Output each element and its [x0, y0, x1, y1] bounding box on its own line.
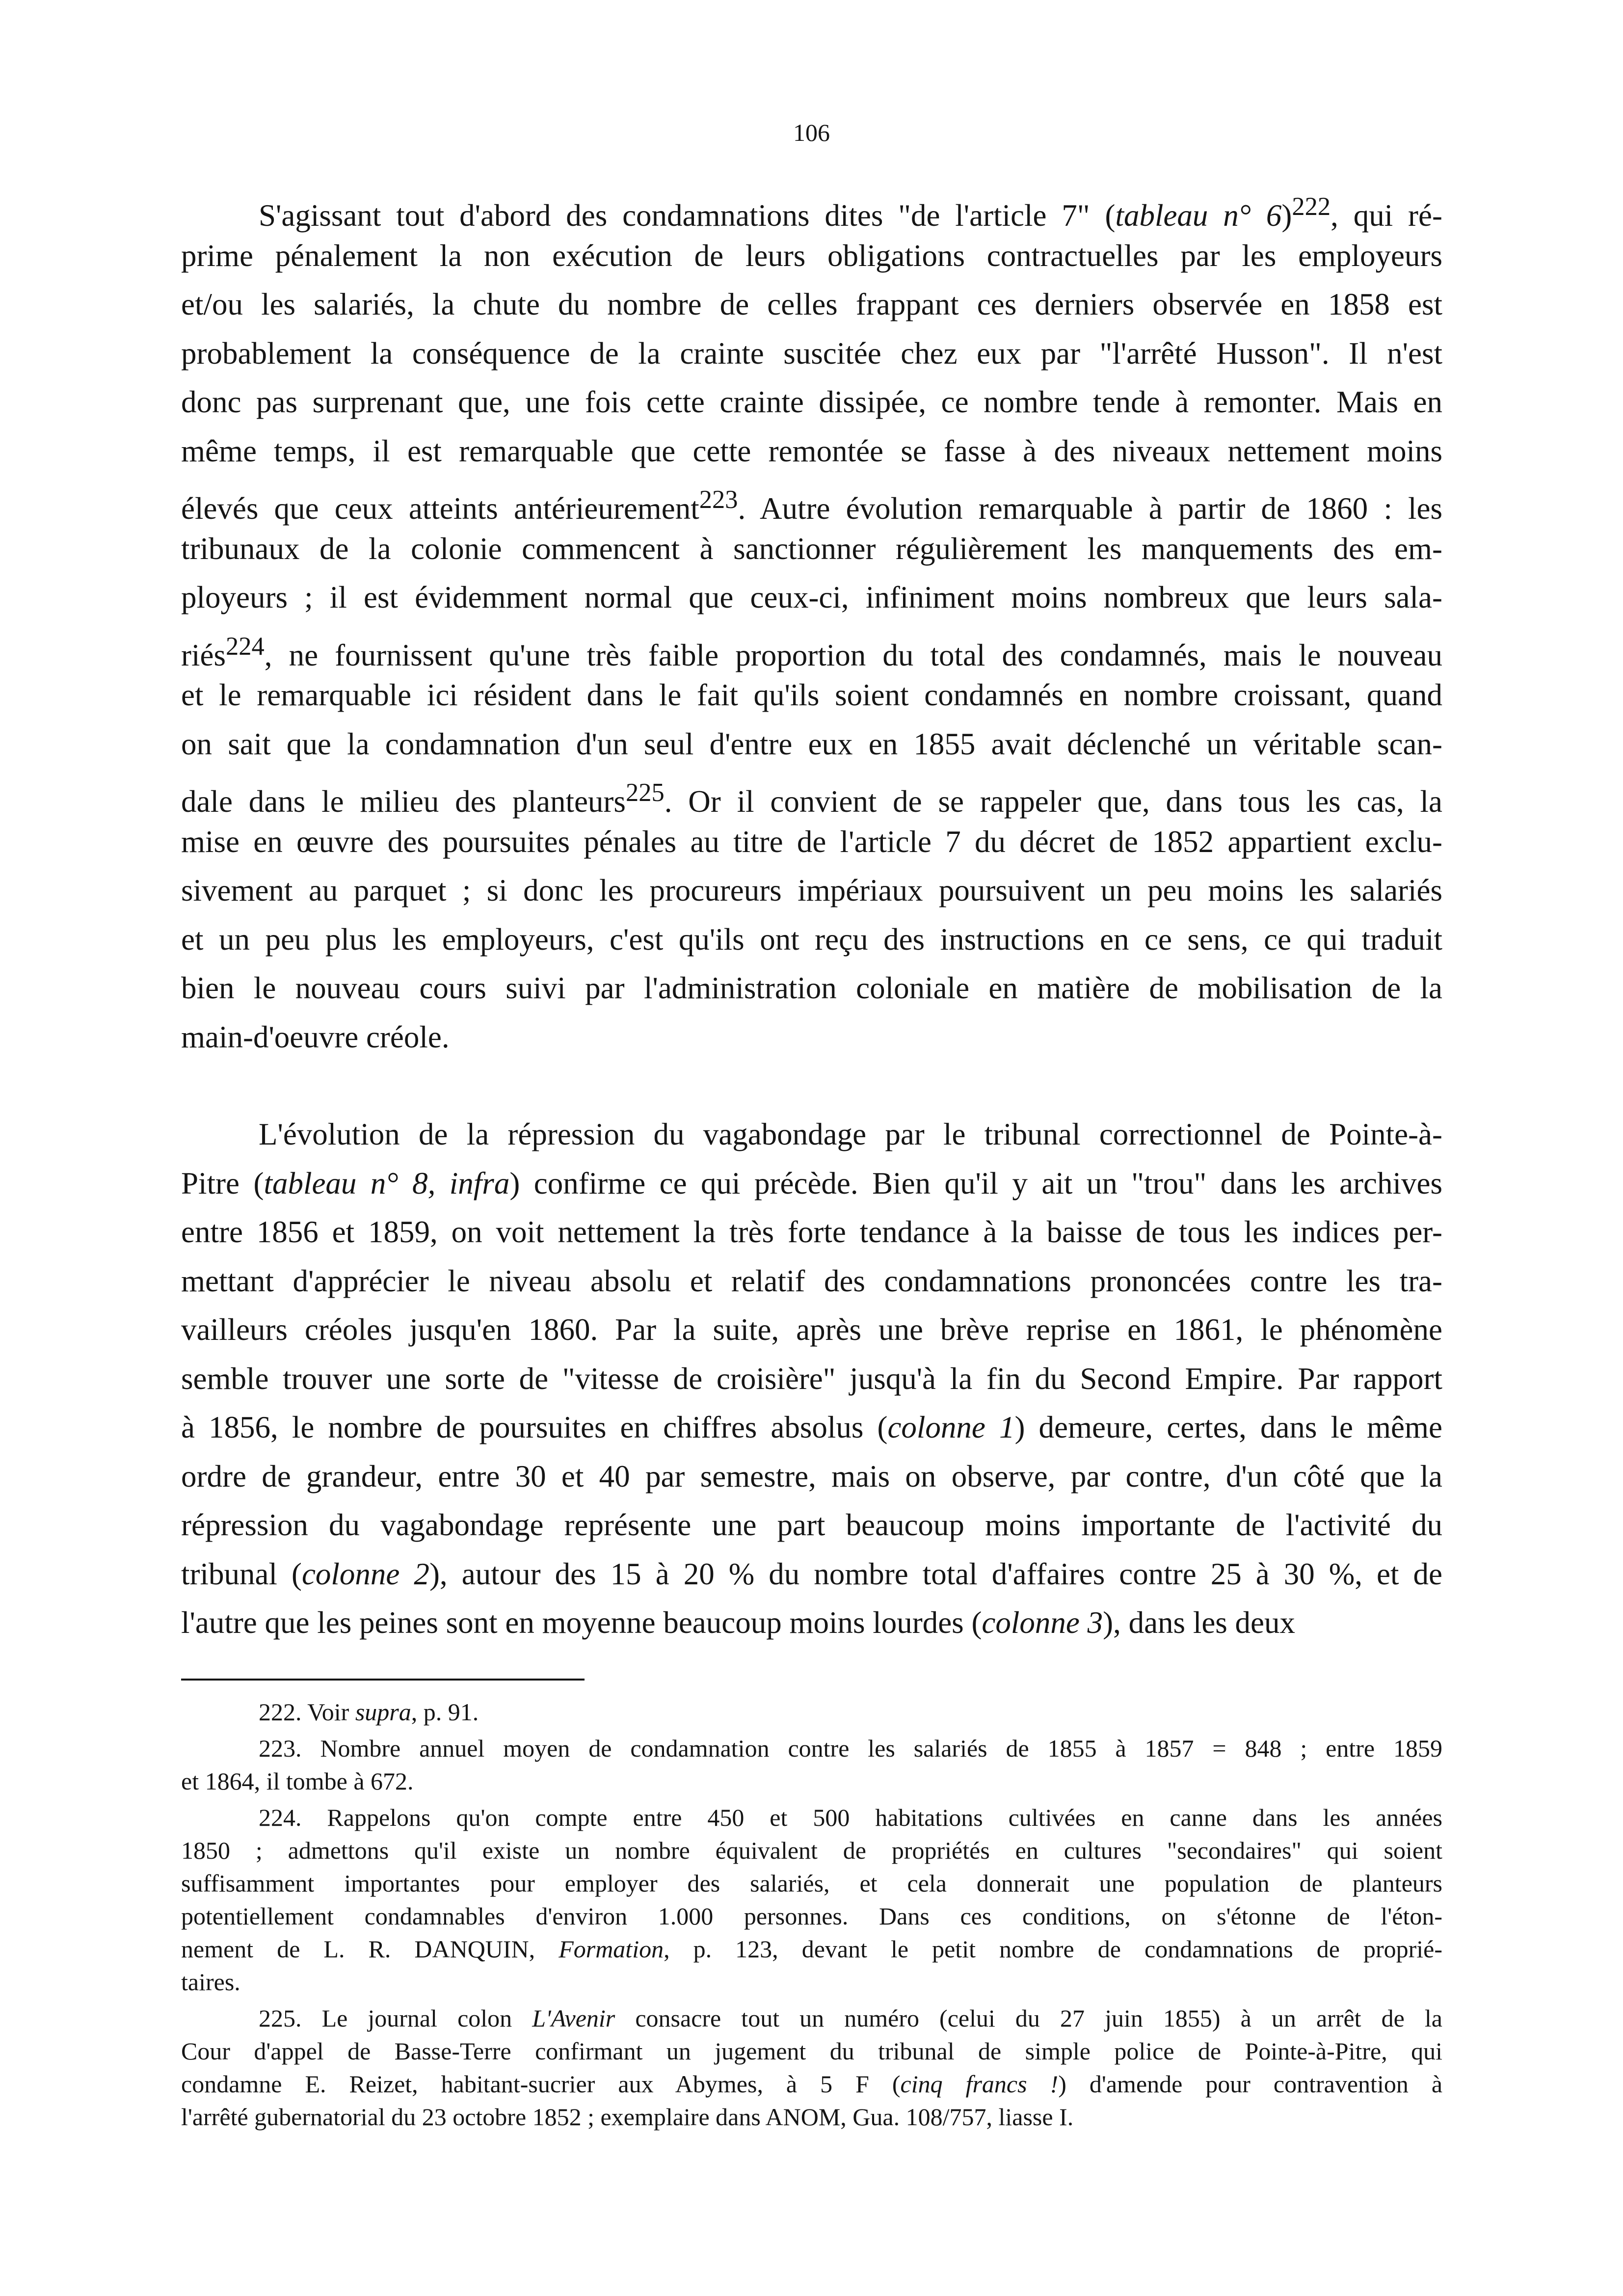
paragraph-line: riés$^{224}$, ne fournissent qu'une très faible proportion du total des condamnés, mais le nouveau — [181, 632, 1442, 672]
paragraph-line: bien le nouveau cours suivi par l'administration coloniale en matière de mobilisation de la — [181, 971, 1442, 1005]
paragraph-line: donc pas surprenant que, une fois cette crainte dissipée, ce nombre tende à remonter. Mais en — [181, 385, 1442, 419]
footnote-line: 225. Le journal colon L'Avenir consacre tout un numéro (celui du 27 juin 1855) à un arrêt de la — [259, 2004, 1442, 2032]
paragraph-line: ployeurs ; il est évidemment normal que ceux-ci, infiniment moins nombreux que leurs sala- — [181, 580, 1442, 614]
footnote-line: 224. Rappelons qu'on compte entre 450 et 500 habitations cultivées en canne dans les années — [259, 1804, 1442, 1831]
paragraph-line: même temps, il est remarquable que cette remontée se fasse à des niveaux nettement moins — [181, 433, 1442, 468]
paragraph-line: ordre de grandeur, entre 30 et 40 par semestre, mais on observe, par contre, d'un côté que la — [181, 1459, 1442, 1494]
footnote — [181, 2002, 1442, 2134]
footnote-line: potentiellement condamnables d'environ 1.000 personnes. Dans ces conditions, on s'étonne de l'éton- — [181, 1902, 1442, 1930]
paragraph-line: élevés que ceux atteints antérieurement$^{223}$. Autre évolution remarquable à partir de 1860 : les — [181, 485, 1442, 526]
paragraph-line: et/ou les salariés, la chute du nombre de celles frappant ces derniers observée en 1858 est — [181, 287, 1442, 321]
footnote-line: Cour d'appel de Basse-Terre confirmant un jugement du tribunal de simple police de Pointe-à-Pitre, qui — [181, 2037, 1442, 2065]
paragraph-line: à 1856, le nombre de poursuites en chiffres absolus (colonne 1) demeure, certes, dans le même — [181, 1410, 1442, 1444]
paragraph-line: mettant d'apprécier le niveau absolu et relatif des condamnations prononcées contre les tra- — [181, 1263, 1442, 1298]
paragraph — [181, 183, 1442, 1062]
paragraph-line: main-d'oeuvre créole. — [181, 1019, 450, 1054]
footnote-line: 1850 ; admettons qu'il existe un nombre équivalent de propriétés en cultures "secondaires" qui soient — [181, 1837, 1442, 1864]
footnote-line: suffisamment importantes pour employer des salariés, et cela donnerait une population de planteurs — [181, 1869, 1442, 1897]
paragraph-line: entre 1856 et 1859, on voit nettement la très forte tendance à la baisse de tous les indices per- — [181, 1215, 1442, 1249]
footnote — [181, 1696, 1442, 1729]
footnote-line: 222. Voir supra, p. 91. — [259, 1698, 479, 1726]
paragraph — [181, 1110, 1442, 1648]
footnote-line: 223. Nombre annuel moyen de condamnation contre les salariés de 1855 à 1857 = 848 ; entre 1859 — [259, 1735, 1442, 1762]
footnote-separator — [181, 1679, 585, 1681]
paragraph-line: mise en œuvre des poursuites pénales au titre de l'article 7 du décret de 1852 appartient exclu- — [181, 824, 1442, 859]
paragraph-line: tribunaux de la colonie commencent à sanctionner régulièrement les manquements des em- — [181, 531, 1442, 566]
paragraph-line: L'évolution de la répression du vagabondage par le tribunal correctionnel de Pointe-à- — [259, 1117, 1442, 1151]
paragraph-line: tribunal (colonne 2), autour des 15 à 20 % du nombre total d'affaires contre 25 à 30 %, et de — [181, 1556, 1442, 1591]
paragraph-line: répression du vagabondage représente une part beaucoup moins importante de l'activité du — [181, 1508, 1442, 1542]
paragraph-line: probablement la conséquence de la crainte suscitée chez eux par "l'arrêté Husson". Il n'est — [181, 336, 1442, 371]
body-text — [181, 183, 1442, 1648]
paragraph-line: Pitre (tableau n° 8, infra) confirme ce qui précède. Bien qu'il y ait un "trou" dans les archives — [181, 1166, 1442, 1201]
footnote-line: taires. — [181, 1968, 240, 1996]
paragraph-line: dale dans le milieu des planteurs$^{225}$. Or il convient de se rappeler que, dans tous les cas, la — [181, 778, 1443, 819]
paragraph-line: sivement au parquet ; si donc les procureurs impériaux poursuivent un peu moins les salariés — [181, 873, 1442, 908]
footnote-line: et 1864, il tombe à 672. — [181, 1767, 414, 1795]
paragraph-line: prime pénalement la non exécution de leurs obligations contractuelles par les employeurs — [181, 238, 1442, 273]
footnotes — [181, 1696, 1442, 2134]
footnote — [181, 1732, 1442, 1798]
paragraph-line: S'agissant tout d'abord des condamnations dites "de l'article 7" (tableau n° 6)$^{222}$, qui ré- — [259, 192, 1442, 233]
paragraph-line: on sait que la condamnation d'un seul d'entre eux en 1855 avait déclenché un véritable scan- — [181, 726, 1442, 761]
footnote-line: nement de L. R. DANQUIN, Formation, p. 123, devant le petit nombre de condamnations de proprié- — [181, 1935, 1442, 1963]
page-number: 106 — [793, 119, 830, 146]
paragraph-line: vailleurs créoles jusqu'en 1860. Par la suite, après une brève reprise en 1861, le phénomène — [181, 1312, 1442, 1347]
footnote — [181, 1801, 1442, 1999]
paragraph-line: l'autre que les peines sont en moyenne beaucoup moins lourdes (colonne 3), dans les deux — [181, 1605, 1296, 1640]
footnote-line: condamne E. Reizet, habitant-sucrier aux Abymes, à 5 F (cinq francs !) d'amende pour contravention à — [181, 2070, 1443, 2098]
paragraph-line: et le remarquable ici résident dans le fait qu'ils soient condamnés en nombre croissant, quand — [181, 678, 1442, 712]
footnote-line: l'arrêté gubernatorial du 23 octobre 1852 ; exemplaire dans ANOM, Gua. 108/757, liasse I. — [181, 2103, 1074, 2131]
paragraph-line: semble trouver une sorte de "vitesse de croisière" jusqu'à la fin du Second Empire. Par rapport — [181, 1361, 1442, 1396]
paragraph-line: et un peu plus les employeurs, c'est qu'ils ont reçu des instructions en ce sens, ce qui traduit — [181, 922, 1442, 957]
